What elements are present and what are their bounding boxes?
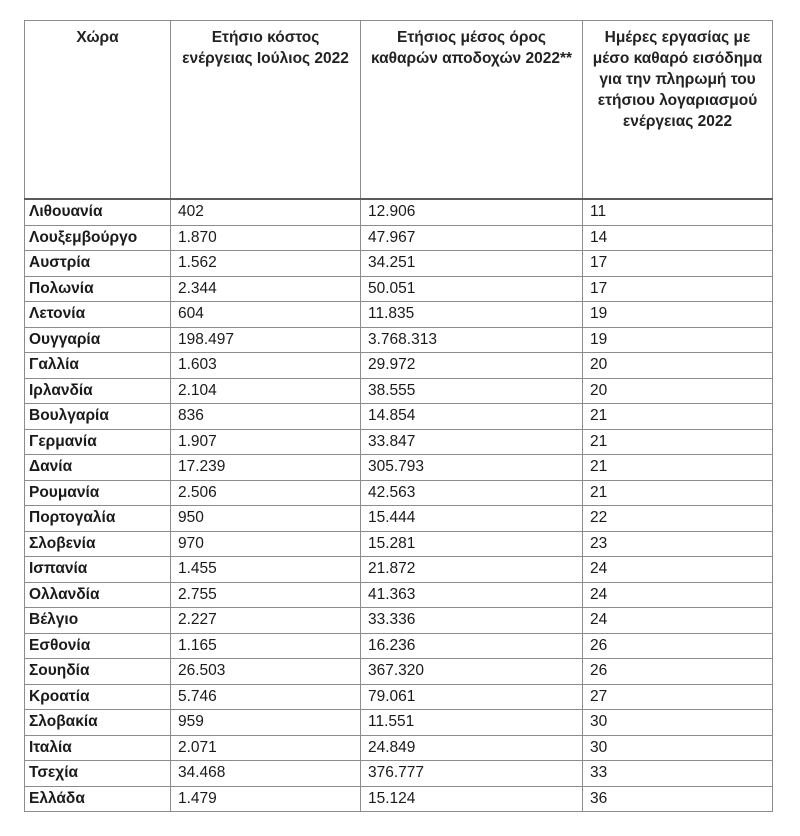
country-cell: Εσθονία: [25, 633, 171, 659]
energy-cost-cell: 402: [171, 199, 361, 225]
energy-cost-cell: 959: [171, 710, 361, 736]
table-row: [25, 199, 773, 225]
country-cell: Αυστρία: [25, 251, 171, 277]
header-average-net-earnings: Ετήσιος μέσος όρος καθαρών αποδοχών 2022**: [361, 21, 583, 200]
working-days-cell: 11: [583, 199, 773, 225]
table-row: [25, 557, 773, 583]
table-row: [25, 480, 773, 506]
table-row: [25, 225, 773, 251]
energy-cost-cell: 1.562: [171, 251, 361, 277]
working-days-cell: 21: [583, 404, 773, 430]
net-earnings-cell: 11.835: [361, 302, 583, 328]
working-days-cell: 30: [583, 735, 773, 761]
net-earnings-cell: 41.363: [361, 582, 583, 608]
energy-cost-cell: 1.870: [171, 225, 361, 251]
table-row: [25, 735, 773, 761]
working-days-cell: 22: [583, 506, 773, 532]
table-row: [25, 684, 773, 710]
table-row: [25, 353, 773, 379]
net-earnings-cell: 47.967: [361, 225, 583, 251]
net-earnings-cell: 11.551: [361, 710, 583, 736]
working-days-cell: 33: [583, 761, 773, 787]
energy-cost-cell: 604: [171, 302, 361, 328]
net-earnings-cell: 16.236: [361, 633, 583, 659]
working-days-cell: 24: [583, 557, 773, 583]
net-earnings-cell: 367.320: [361, 659, 583, 685]
net-earnings-cell: 15.444: [361, 506, 583, 532]
table-row: [25, 276, 773, 302]
table-row: [25, 404, 773, 430]
table-row: [25, 302, 773, 328]
energy-cost-cell: 2.104: [171, 378, 361, 404]
country-cell: Λετονία: [25, 302, 171, 328]
net-earnings-cell: 24.849: [361, 735, 583, 761]
country-cell: Βουλγαρία: [25, 404, 171, 430]
country-cell: Σουηδία: [25, 659, 171, 685]
header-row: [25, 21, 773, 200]
net-earnings-cell: 376.777: [361, 761, 583, 787]
net-earnings-cell: 3.768.313: [361, 327, 583, 353]
net-earnings-cell: 33.847: [361, 429, 583, 455]
header-annual-energy-cost: Ετήσιο κόστος ενέργειας Ιούλιος 2022: [171, 21, 361, 200]
energy-cost-cell: 950: [171, 506, 361, 532]
energy-cost-cell: 1.603: [171, 353, 361, 379]
energy-cost-cell: 34.468: [171, 761, 361, 787]
net-earnings-cell: 38.555: [361, 378, 583, 404]
net-earnings-cell: 21.872: [361, 557, 583, 583]
energy-cost-cell: 1.455: [171, 557, 361, 583]
country-cell: Γερμανία: [25, 429, 171, 455]
table-row: [25, 659, 773, 685]
energy-cost-cell: 1.907: [171, 429, 361, 455]
country-cell: Τσεχία: [25, 761, 171, 787]
country-cell: Ολλανδία: [25, 582, 171, 608]
table-row: [25, 761, 773, 787]
working-days-cell: 17: [583, 251, 773, 277]
energy-cost-cell: 1.479: [171, 786, 361, 812]
energy-cost-cell: 17.239: [171, 455, 361, 481]
country-cell: Δανία: [25, 455, 171, 481]
country-cell: Ιρλανδία: [25, 378, 171, 404]
working-days-cell: 19: [583, 302, 773, 328]
country-cell: Ρουμανία: [25, 480, 171, 506]
energy-cost-cell: 2.344: [171, 276, 361, 302]
working-days-cell: 27: [583, 684, 773, 710]
working-days-cell: 30: [583, 710, 773, 736]
table-row: [25, 786, 773, 812]
working-days-cell: 21: [583, 480, 773, 506]
net-earnings-cell: 12.906: [361, 199, 583, 225]
net-earnings-cell: 15.124: [361, 786, 583, 812]
net-earnings-cell: 33.336: [361, 608, 583, 634]
net-earnings-cell: 14.854: [361, 404, 583, 430]
energy-cost-cell: 26.503: [171, 659, 361, 685]
energy-cost-cell: 2.227: [171, 608, 361, 634]
net-earnings-cell: 15.281: [361, 531, 583, 557]
energy-cost-cell: 836: [171, 404, 361, 430]
net-earnings-cell: 29.972: [361, 353, 583, 379]
table-row: [25, 582, 773, 608]
working-days-cell: 17: [583, 276, 773, 302]
table-row: [25, 378, 773, 404]
working-days-cell: 20: [583, 353, 773, 379]
table-row: [25, 429, 773, 455]
table-row: [25, 633, 773, 659]
energy-cost-cell: 5.746: [171, 684, 361, 710]
table-body: [25, 199, 773, 812]
table-row: [25, 327, 773, 353]
country-cell: Ιταλία: [25, 735, 171, 761]
country-cell: Σλοβενία: [25, 531, 171, 557]
net-earnings-cell: 50.051: [361, 276, 583, 302]
working-days-cell: 24: [583, 582, 773, 608]
country-cell: Ουγγαρία: [25, 327, 171, 353]
energy-cost-cell: 1.165: [171, 633, 361, 659]
country-cell: Ισπανία: [25, 557, 171, 583]
working-days-cell: 20: [583, 378, 773, 404]
country-cell: Πολωνία: [25, 276, 171, 302]
working-days-cell: 21: [583, 455, 773, 481]
working-days-cell: 26: [583, 659, 773, 685]
working-days-cell: 19: [583, 327, 773, 353]
energy-cost-table: [24, 20, 773, 812]
table-row: [25, 251, 773, 277]
table-row: [25, 506, 773, 532]
country-cell: Βέλγιο: [25, 608, 171, 634]
country-cell: Ελλάδα: [25, 786, 171, 812]
country-cell: Σλοβακία: [25, 710, 171, 736]
net-earnings-cell: 34.251: [361, 251, 583, 277]
energy-cost-cell: 2.506: [171, 480, 361, 506]
country-cell: Πορτογαλία: [25, 506, 171, 532]
country-cell: Λιθουανία: [25, 199, 171, 225]
energy-cost-cell: 2.755: [171, 582, 361, 608]
working-days-cell: 14: [583, 225, 773, 251]
energy-cost-cell: 2.071: [171, 735, 361, 761]
working-days-cell: 21: [583, 429, 773, 455]
country-cell: Κροατία: [25, 684, 171, 710]
working-days-cell: 26: [583, 633, 773, 659]
energy-cost-cell: 970: [171, 531, 361, 557]
table-row: [25, 608, 773, 634]
table-row: [25, 455, 773, 481]
net-earnings-cell: 79.061: [361, 684, 583, 710]
header-country: Χώρα: [25, 21, 171, 200]
table-row: [25, 531, 773, 557]
country-cell: Γαλλία: [25, 353, 171, 379]
working-days-cell: 24: [583, 608, 773, 634]
country-cell: Λουξεμβούργο: [25, 225, 171, 251]
net-earnings-cell: 305.793: [361, 455, 583, 481]
net-earnings-cell: 42.563: [361, 480, 583, 506]
table-row: [25, 710, 773, 736]
working-days-cell: 36: [583, 786, 773, 812]
energy-cost-cell: 198.497: [171, 327, 361, 353]
working-days-cell: 23: [583, 531, 773, 557]
header-working-days: Ημέρες εργασίας με μέσο καθαρό εισόδημα για την πληρωμή του ετήσιου λογαριασμού ενέργειας 2022: [583, 21, 773, 200]
